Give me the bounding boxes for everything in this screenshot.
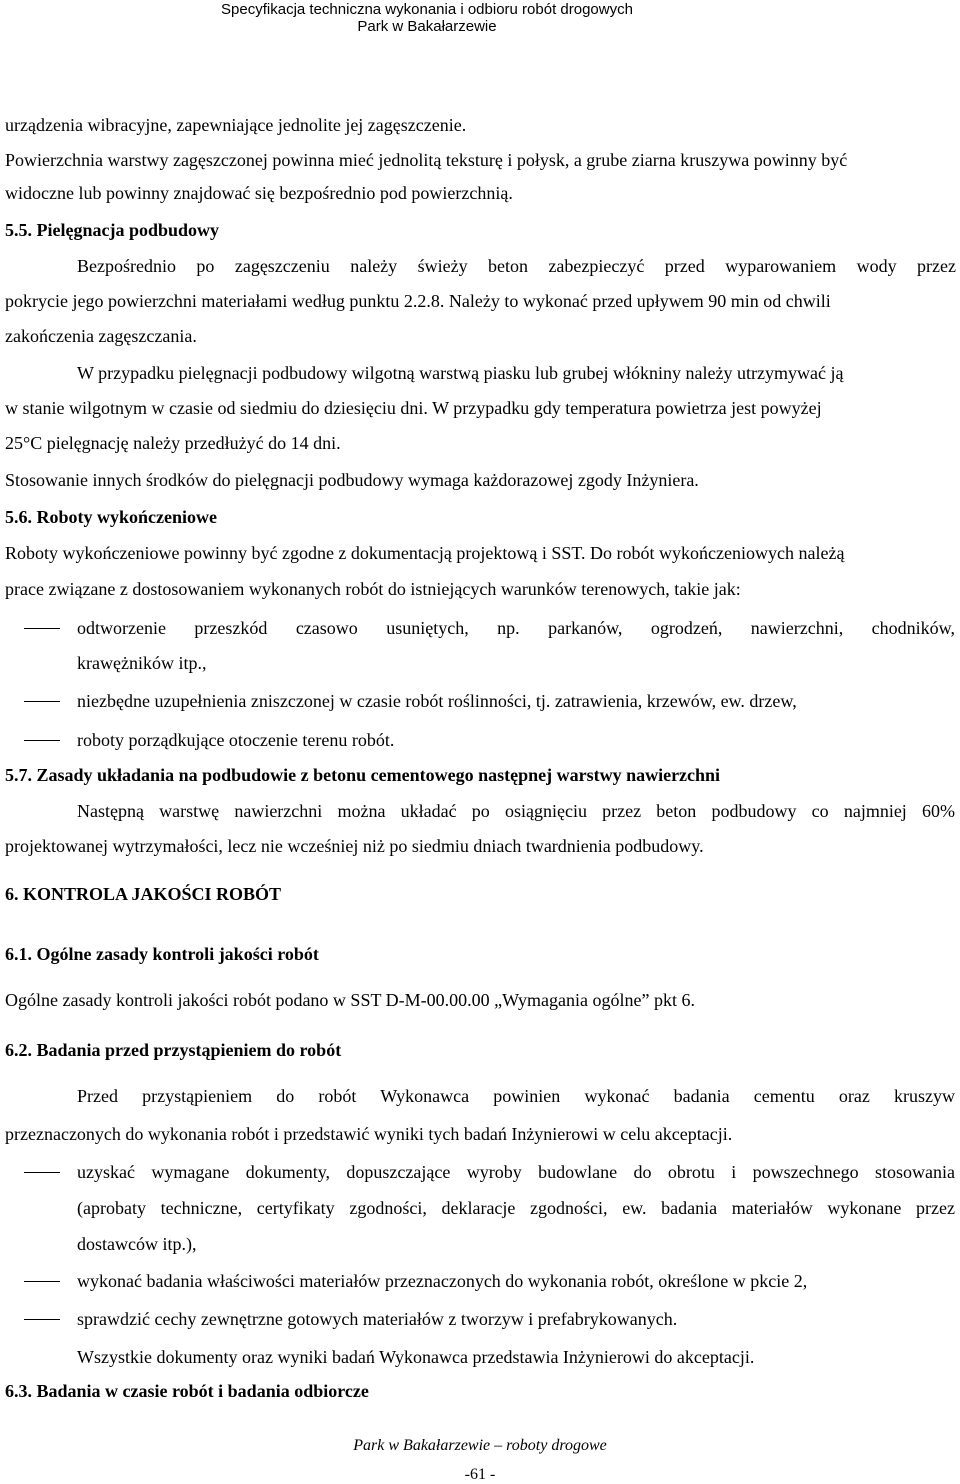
paragraph-line: widoczne lub powinny znajdować się bezpośrednio pod powierzchnią. [5, 183, 513, 203]
paragraph-line: 25°C pielęgnację należy przedłużyć do 14 dni. [5, 433, 341, 453]
list-item-line: wykonać badania właściwości materiałów przeznaczonych do wykonania robót, określone w pkcie 2, [77, 1271, 808, 1291]
paragraph-line: pokrycie jego powierzchni materiałami według punktu 2.2.8. Należy to wykonać przed upływem 90 min od chwili [5, 291, 831, 311]
list-item-line: roboty porządkujące otoczenie terenu robót. [77, 730, 395, 750]
paragraph-line: Ogólne zasady kontroli jakości robót podano w SST D-M-00.00.00 „Wymagania ogólne” pkt 6. [5, 990, 695, 1010]
paragraph-line: w stanie wilgotnym w czasie od siedmiu do dziesięciu dni. W przypadku gdy temperatura powietrza jest powyżej [5, 398, 822, 418]
list-dash [24, 628, 60, 629]
section-heading-5-5: 5.5. Pielęgnacja podbudowy [5, 220, 220, 240]
list-dash [24, 1281, 60, 1282]
paragraph-line: urządzenia wibracyjne, zapewniające jednolite jej zagęszczenie. [5, 115, 467, 135]
running-header-title: Specyfikacja techniczna wykonania i odbioru robót drogowych [221, 1, 633, 18]
list-item-line: niezbędne uzupełnienia zniszczonej w czasie robót roślinności, tj. zatrawienia, krzewów, ew. drzew, [77, 691, 797, 711]
paragraph-line: Wszystkie dokumenty oraz wyniki badań Wykonawca przedstawia Inżynierowi do akceptacji. [77, 1347, 755, 1367]
list-dash [24, 740, 60, 741]
list-item-line: odtworzenie przeszkód czasowo usuniętych, np. parkanów, ogrodzeń, nawierzchni, chodników, [77, 618, 955, 638]
list-item-line: (aprobaty techniczne, certyfikaty zgodności, deklaracje zgodności, ew. badania materiałów wykonane przez [77, 1198, 955, 1218]
list-item-line: krawężników itp., [77, 653, 207, 673]
paragraph-line: Następną warstwę nawierzchni można układać po osiągnięciu przez beton podbudowy co najmniej 60% [77, 801, 955, 821]
paragraph-line: Roboty wykończeniowe powinny być zgodne z dokumentacją projektową i SST. Do robót wykończeniowych należą [5, 543, 845, 563]
section-heading-6-2: 6.2. Badania przed przystąpieniem do robót [5, 1040, 342, 1060]
chapter-heading-6: 6. KONTROLA JAKOŚCI ROBÓT [5, 884, 282, 904]
paragraph-line: projektowanej wytrzymałości, lecz nie wcześniej niż po siedmiu dniach twardnienia podbudowy. [5, 836, 704, 856]
paragraph-line: W przypadku pielęgnacji podbudowy wilgotną warstwą piasku lub grubej włókniny należy utrzymywać ją [77, 363, 844, 383]
list-dash [24, 1172, 60, 1173]
list-dash [24, 1319, 60, 1320]
footer-title: Park w Bakałarzewie – roboty drogowe [353, 1437, 607, 1454]
paragraph-line: Powierzchnia warstwy zagęszczonej powinna mieć jednolitą teksturę i połysk, a grube ziarna kruszywa powinny być [5, 150, 848, 170]
page-number: -61 - [464, 1466, 496, 1483]
paragraph-line: zakończenia zagęszczania. [5, 326, 197, 346]
paragraph-line: prace związane z dostosowaniem wykonanych robót do istniejących warunków terenowych, takie jak: [5, 579, 741, 599]
list-item-line: dostawców itp.), [77, 1234, 197, 1254]
list-dash [24, 701, 60, 702]
paragraph-line: przeznaczonych do wykonania robót i przedstawić wyniki tych badań Inżynierowi w celu akceptacji. [5, 1124, 733, 1144]
section-heading-5-7: 5.7. Zasady układania na podbudowie z betonu cementowego następnej warstwy nawierzchni [5, 765, 721, 785]
list-item-line: sprawdzić cechy zewnętrzne gotowych materiałów z tworzyw i prefabrykowanych. [77, 1309, 678, 1329]
paragraph-line: Stosowanie innych środków do pielęgnacji podbudowy wymaga każdorazowej zgody Inżyniera. [5, 470, 699, 490]
section-heading-6-1: 6.1. Ogólne zasady kontroli jakości robót [5, 944, 319, 964]
paragraph-line: Przed przystąpieniem do robót Wykonawca powinien wykonać badania cementu oraz kruszyw [77, 1086, 955, 1106]
paragraph-line: Bezpośrednio po zagęszczeniu należy świeży beton zabezpieczyć przed wyparowaniem wody przez [77, 256, 956, 276]
section-heading-6-3: 6.3. Badania w czasie robót i badania odbiorcze [5, 1381, 369, 1401]
running-header-subtitle: Park w Bakałarzewie [357, 18, 497, 35]
list-item-line: uzyskać wymagane dokumenty, dopuszczające wyroby budowlane do obrotu i powszechnego stosowania [77, 1162, 955, 1182]
section-heading-5-6: 5.6. Roboty wykończeniowe [5, 507, 217, 527]
